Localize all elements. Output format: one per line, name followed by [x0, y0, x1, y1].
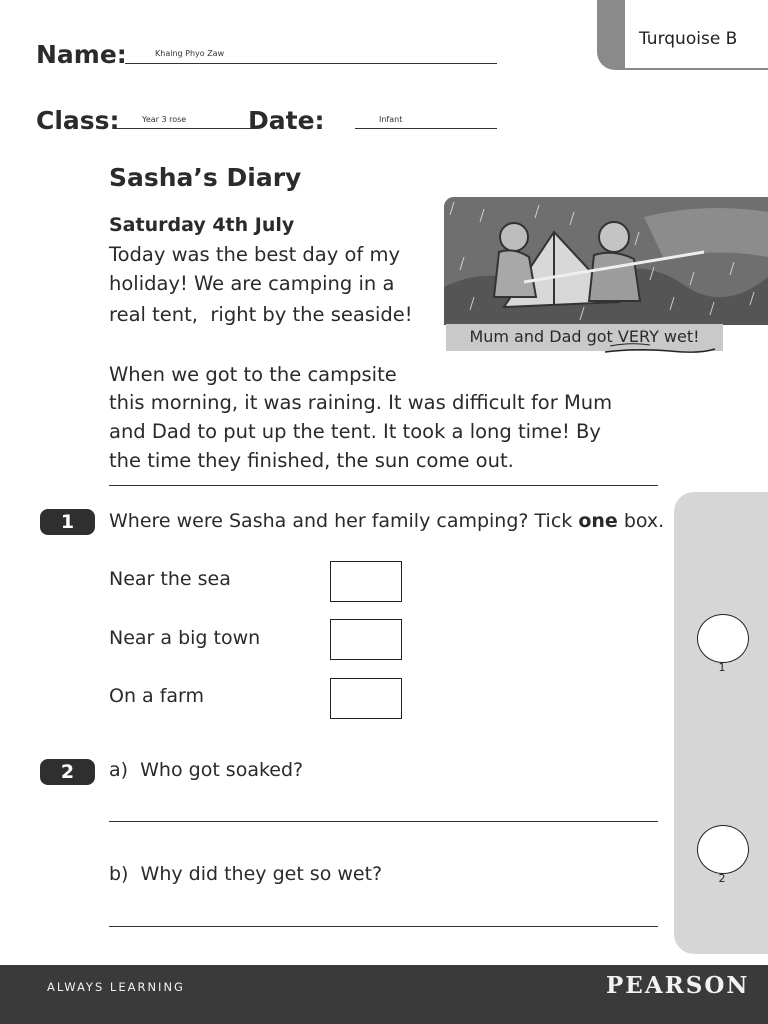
answer-line-2a[interactable] [109, 821, 658, 822]
diary-para1-line2: holiday! We are camping in a [109, 272, 395, 295]
illustration-caption: Mum and Dad got VERY wet! [469, 327, 700, 346]
class-value: Year 3 rose [142, 115, 187, 124]
question-2b-text: b) Why did they get so wet? [109, 863, 383, 885]
mark-circle-2[interactable] [697, 825, 749, 874]
tickbox-near-town[interactable] [330, 619, 402, 660]
name-value: Khaing Phyo Zaw [155, 49, 225, 58]
option-label-farm: On a farm [109, 685, 205, 707]
question-1-text-bold: one [578, 510, 618, 532]
question-1-text [109, 510, 664, 532]
class-label: Class: [36, 106, 120, 135]
option-label-near-sea: Near the sea [109, 568, 231, 590]
diary-para2-line4: the time they finished, the sun come out. [109, 449, 514, 472]
diary-title: Sasha’s Diary [109, 163, 302, 192]
publisher-logo: PEARSON [606, 972, 750, 999]
question-2-badge: 2 [40, 759, 95, 785]
diary-para1-line3: real tent, right by the seaside! [109, 303, 413, 326]
diary-para2-line3: and Dad to put up the tent. It took a long time! By [109, 420, 601, 443]
question-1-text-before: Where were Sasha and her family camping? Tick [109, 510, 579, 532]
date-line [355, 128, 497, 129]
date-value: Infant [379, 115, 403, 124]
name-label: Name: [36, 40, 127, 69]
diary-para2-line2: this morning, it was raining. It was difficult for Mum [109, 391, 613, 414]
date-label: Date: [248, 106, 325, 135]
diary-para1-line1: Today was the best day of my [109, 243, 401, 266]
tickbox-farm[interactable] [330, 678, 402, 719]
tickbox-near-sea[interactable] [330, 561, 402, 602]
footer-tagline: ALWAYS LEARNING [47, 980, 185, 994]
option-label-near-town: Near a big town [109, 627, 261, 649]
mark-number-1: 1 [718, 661, 726, 674]
name-line [125, 63, 497, 64]
caption-underline-scribble [600, 340, 720, 360]
answer-line-2b[interactable] [109, 926, 658, 927]
diary-para2-line1: When we got to the campsite [109, 363, 397, 386]
question-2a-text: a) Who got soaked? [109, 759, 304, 781]
question-1-badge: 1 [40, 509, 95, 535]
question-1-text-after: box. [617, 510, 665, 532]
mark-circle-1[interactable] [697, 614, 749, 663]
rainy-tent-illustration [444, 197, 768, 325]
diary-date-heading: Saturday 4th July [109, 214, 295, 236]
level-tab-label: Turquoise B [639, 29, 738, 49]
class-line [116, 128, 253, 129]
section-divider [109, 485, 658, 486]
mark-number-2: 2 [718, 872, 726, 885]
